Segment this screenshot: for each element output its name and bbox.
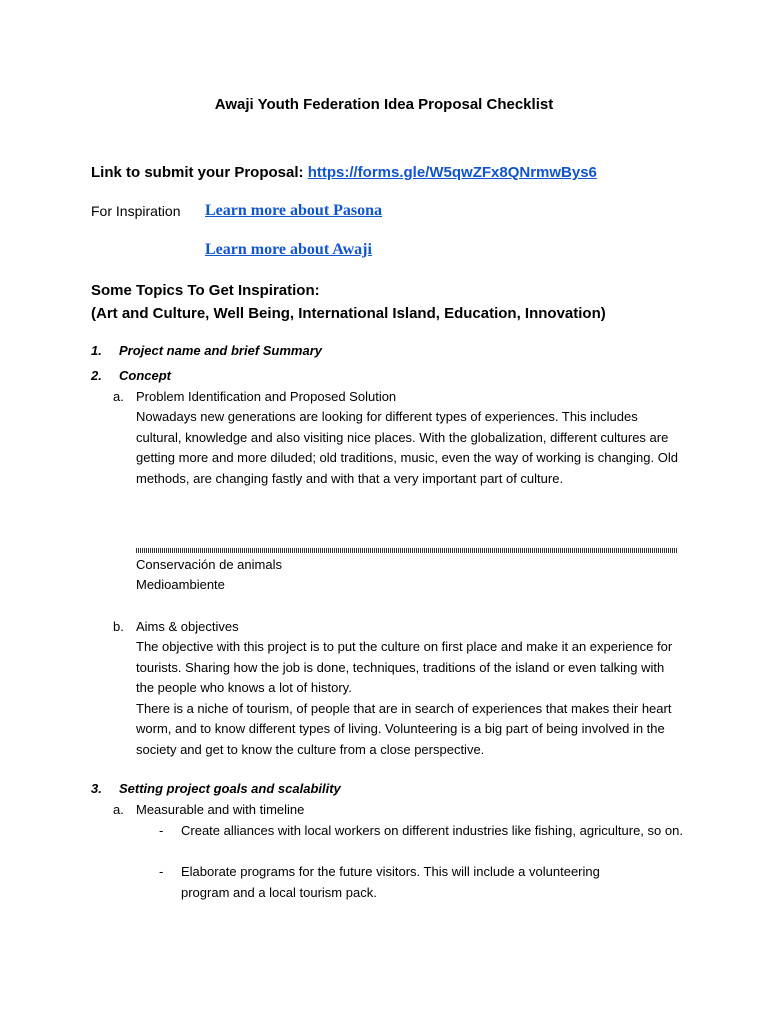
- section-2-number: 2.: [91, 368, 102, 383]
- section-3-label: Setting project goals and scalability: [119, 781, 341, 796]
- topics-heading: Some Topics To Get Inspiration:: [91, 282, 320, 299]
- section-2b-text: [136, 637, 681, 760]
- submit-link-label: Link to submit your Proposal:: [91, 164, 308, 181]
- section-2b-paragraph-2: There is a niche of tourism, of people that are in search of experiences that makes their heart worm, and to know different types of living. Volunteering is a big part of being involved in the society and get to know the culture from a close perspective.: [136, 700, 672, 757]
- bullet-1: [181, 821, 686, 842]
- awaji-link[interactable]: Learn more about Awaji: [205, 241, 372, 258]
- section-3-number: 3.: [91, 781, 102, 796]
- section-2a-paragraph: Nowadays new generations are looking for different types of experiences. This includes cultural, knowledge and also visiting nice places. With the globalization, different cultures are getting more and more diluded; old traditions, music, even the way of working is changing. Old methods, are changing fastly and with that a very important part of culture.: [136, 409, 678, 486]
- section-2a-label: Problem Identification and Proposed Solution: [136, 389, 397, 404]
- section-2b-paragraph-1: The objective with this project is to put the culture on first place and make it an experience for tourists. Sharing how the job is done, techniques, traditions of the island or even talking with the people who knows a lot of history.: [136, 639, 673, 695]
- section-1-label: Project name and brief Summary: [119, 343, 323, 358]
- section-3a-marker: a.: [113, 802, 124, 817]
- section-1-number: 1.: [91, 343, 102, 358]
- submit-link[interactable]: https://forms.gle/W5qwZFx8QNrmwBys6: [307, 164, 597, 181]
- submit-link-line: [91, 164, 597, 181]
- bullet-1-text: Create alliances with local workers on different industries like fishing, agriculture, so on.: [181, 823, 683, 838]
- separator-line: [136, 548, 678, 553]
- section-2a-marker: a.: [113, 389, 124, 404]
- note-environment: Medioambiente: [136, 577, 225, 592]
- bullet-2: [181, 862, 651, 903]
- document-title: Awaji Youth Federation Idea Proposal Checklist: [214, 96, 554, 113]
- inspiration-label: For Inspiration: [91, 203, 181, 219]
- section-3a-label: Measurable and with timeline: [136, 802, 305, 817]
- section-2: [91, 368, 171, 383]
- section-3: [91, 781, 341, 796]
- note-animals: Conservación de animals: [136, 557, 282, 572]
- topics-list: (Art and Culture, Well Being, International Island, Education, Innovation): [91, 305, 606, 322]
- section-1: [91, 343, 322, 358]
- pasona-link[interactable]: Learn more about Pasona: [205, 202, 383, 219]
- section-2b-marker: b.: [113, 619, 124, 634]
- section-2a-text: [136, 407, 681, 489]
- bullet-dash-1: -: [159, 823, 164, 838]
- section-2-label: Concept: [119, 368, 171, 383]
- bullet-2-text: Elaborate programs for the future visitors. This will include a volunteering program and a local tourism pack.: [181, 864, 600, 900]
- section-2b-label: Aims & objectives: [136, 619, 239, 634]
- bullet-dash-2: -: [159, 864, 164, 879]
